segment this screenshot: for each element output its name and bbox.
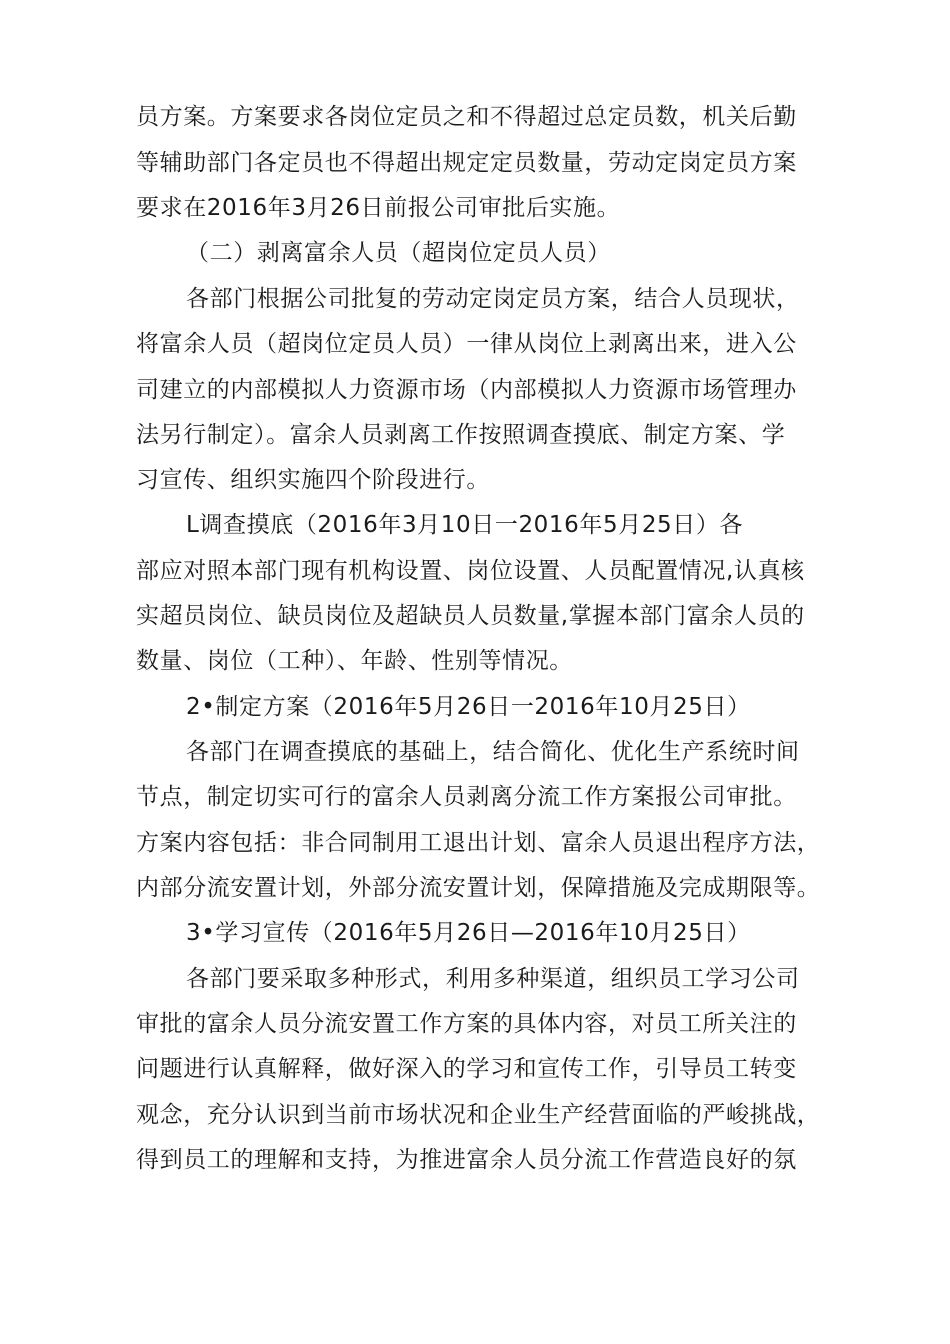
text-line: 内部分流安置计划，外部分流安置计划，保障措施及完成期限等。 [136,875,821,901]
text-line: 节点，制定切实可行的富余人员剥离分流工作方案报公司审批。 [136,784,797,810]
subsection-heading: 2•制定方案（2016年5月26日一2016年10月25日） [186,694,751,720]
text-line: 实超员岗位、缺员岗位及超缺员人员数量,掌握本部门富余人员的 [136,603,805,629]
text-line: 数量、岗位（工种）、年龄、性别等情况。 [136,648,573,674]
subsection-heading: 3•学习宣传（2016年5月26日—2016年10月25日） [186,920,751,946]
text-line: 员方案。方案要求各岗位定员之和不得超过总定员数，机关后勤 [136,104,797,130]
text-line: 审批的富余人员分流安置工作方案的具体内容，对员工所关注的 [136,1011,797,1037]
text-line: 得到员工的理解和支持，为推进富余人员分流工作营造良好的氛 [136,1147,797,1173]
text-line: 法另行制定）。富余人员剥离工作按照调查摸底、制定方案、学 [136,422,786,448]
text-line: 观念，充分认识到当前市场状况和企业生产经营面临的严峻挑战， [136,1102,821,1128]
text-line: 部应对照本部门现有机构设置、岗位设置、人员配置情况,认真核 [136,558,805,584]
text-line: 各部门根据公司批复的劳动定岗定员方案，结合人员现状， [186,286,800,312]
text-line: 司建立的内部模拟人力资源市场（内部模拟人力资源市场管理办 [136,377,797,403]
section-heading: （二）剥离富余人员（超岗位定员人员） [186,240,611,266]
text-line: 各部门要采取多种形式，利用多种渠道，组织员工学习公司 [186,966,800,992]
text-line: 要求在2016年3月26日前报公司审批后实施。 [136,195,621,221]
text-line: 问题进行认真解释，做好深入的学习和宣传工作，引导员工转变 [136,1056,797,1082]
text-line: 等辅助部门各定员也不得超出规定定员数量，劳动定岗定员方案 [136,150,797,176]
text-line: 各部门在调查摸底的基础上，结合简化、优化生产系统时间 [186,739,800,765]
text-line: 方案内容包括：非合同制用工退出计划、富余人员退出程序方法， [136,830,821,856]
subsection-heading: L调查摸底（2016年3月10日一2016年5月25日）各 [186,512,744,538]
text-line: 将富余人员（超岗位定员人员）一律从岗位上剥离出来，进入公 [136,331,797,357]
text-line: 习宣传、组织实施四个阶段进行。 [136,467,490,493]
